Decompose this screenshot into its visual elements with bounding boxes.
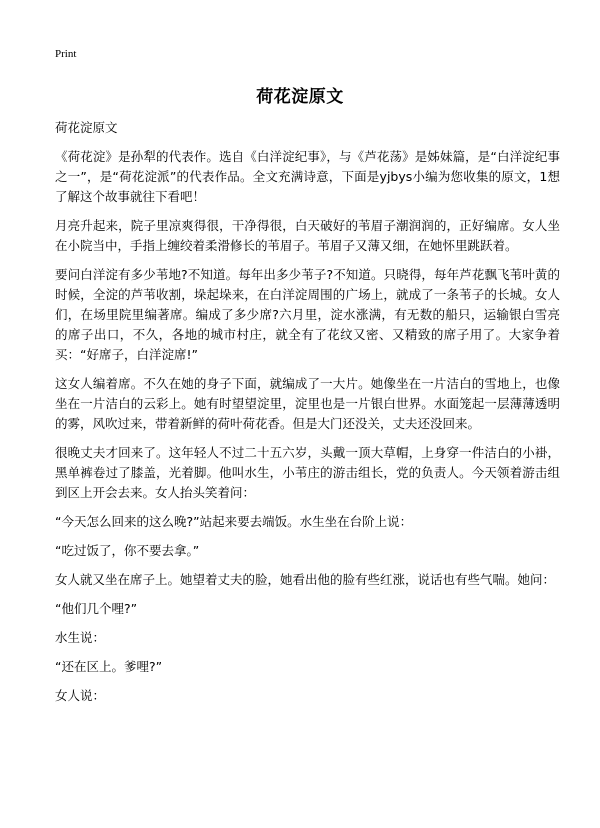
paragraph: 女人就又坐在席子上。她望着丈夫的脸，她看出他的脸有些红涨，说话也有些气喘。她问：: [55, 572, 556, 587]
paragraph: “他们几个哩?”: [55, 601, 138, 616]
paragraph: “吃过饭了，你不要去拿。”: [55, 543, 200, 558]
paragraph: 很晚丈夫才回来了。这年轻人不过二十五六岁，头戴一顶大草帽，上身穿一件洁白的小褂，黑单裤卷过了膝盖，光着脚。他叫水生，小苇庄的游击组长，党的负责人。今天领着游击组到区上开会去来。女人抬头笑着问：: [55, 445, 560, 500]
paragraph: “今天怎么回来的这么晚?”站起来要去端饭。水生坐在台阶上说：: [55, 514, 413, 529]
paragraph: 要问白洋淀有多少苇地?不知道。每年出多少苇子?不知道。只晓得，每年芦花飘飞苇叶黄的时候，全淀的芦苇收割，垛起垛来，在白洋淀周围的广场上，就成了一条苇子的长城。女人们，在场里院里编著席。编成了多少席?六月里，淀水涨满，有无数的船只，运输银白雪亮的席子出口，不久，各地的城市村庄，就全有了花纹又密、又精致的席子用了。大家争着买：“好席子，白洋淀席!”: [55, 267, 560, 362]
paragraph-intro: 《荷花淀》是孙犁的代表作。选自《白洋淀纪事》，与《芦花荡》是姊妹篇，是“白洋淀纪事之一”，是“荷花淀派”的代表作品。全文充满诗意，下面是yjbys小编为您收集的原文，1想了解这个故事就往下看吧！: [55, 149, 560, 204]
article-body: [55, 118, 560, 715]
paragraph: 女人说：: [55, 688, 106, 703]
paragraph: “还在区上。爹哩?”: [55, 659, 163, 674]
page-title: 荷花淀原文: [256, 87, 344, 107]
article-subtitle: 荷花淀原文: [55, 120, 118, 135]
paragraph: 这女人编着席。不久在她的身子下面，就编成了一大片。她像坐在一片洁白的雪地上，也像坐在一片洁白的云彩上。她有时望望淀里，淀里也是一片银白世界。水面笼起一层薄薄透明的雾，风吹过来，带着新鲜的荷叶荷花香。但是大门还没关，丈夫还没回来。: [55, 376, 560, 431]
paragraph: 月亮升起来，院子里凉爽得很，干净得很，白天破好的苇眉子潮润润的，正好编席。女人坐在小院当中，手指上缠绞着柔滑修长的苇眉子。苇眉子又薄又细，在她怀里跳跃着。: [55, 218, 560, 253]
paragraph: 水生说：: [55, 630, 106, 645]
print-link[interactable]: Print: [55, 48, 77, 60]
